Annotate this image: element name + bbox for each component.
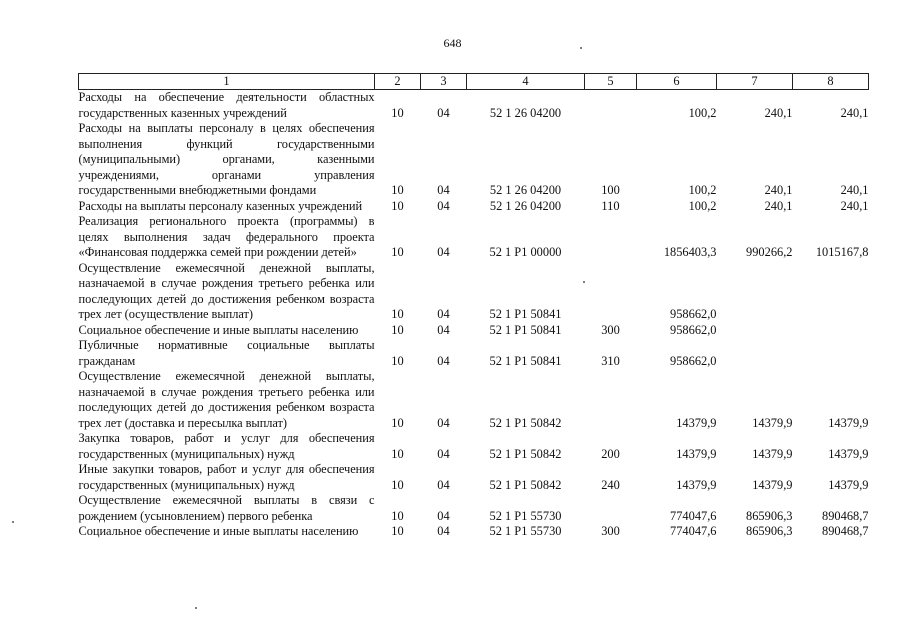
target-article-code: 52 1 P1 55730	[489, 508, 562, 523]
subsection-code: 04	[437, 477, 450, 492]
amount-col-7	[717, 261, 793, 323]
section-code: 10	[391, 322, 404, 337]
amount-col-7: 240,1	[764, 183, 793, 197]
subsection-code: 04	[437, 183, 450, 197]
amount-col-6: 100,2	[688, 183, 717, 197]
table-row	[79, 199, 869, 215]
expense-type-code: 110	[601, 198, 620, 213]
section-code: 10	[391, 446, 404, 461]
amount-col-7: 14379,9	[752, 446, 793, 461]
expense-type-code: 310	[601, 353, 620, 368]
expense-type-code	[585, 214, 637, 261]
table-header-row	[79, 74, 869, 90]
amount-col-6: 14379,9	[676, 415, 717, 430]
target-article-code: 52 1 26 04200	[489, 105, 562, 120]
expense-type-code: 200	[601, 446, 620, 461]
amount-col-7: 865906,3	[746, 508, 793, 523]
amount-col-8: 14379,9	[828, 446, 869, 461]
amount-col-7: 240,1	[764, 105, 793, 120]
section-code: 10	[391, 524, 404, 538]
table-row	[79, 431, 869, 462]
row-description: Осуществление ежемесячной выплаты в связи с рождением (усыновлением) первого ребенка	[78, 493, 375, 523]
column-header: 8	[793, 74, 869, 90]
amount-col-8: 14379,9	[828, 415, 869, 430]
target-article-code: 52 1 P1 50842	[489, 415, 562, 430]
amount-col-8	[793, 338, 869, 369]
table-row	[79, 323, 869, 339]
budget-table	[78, 73, 869, 540]
amount-col-8	[793, 323, 869, 339]
amount-col-8: 890468,7	[822, 508, 869, 523]
amount-col-7	[717, 338, 793, 369]
row-description: Осуществление ежемесячной денежной выплаты, назначаемой в случае рождения третьего ребенка или последующих детей до достижения ребенком возраста трех лет (доставка и пересылка выплат)	[78, 369, 375, 430]
target-article-code: 52 1 P1 50841	[489, 307, 562, 321]
target-article-code: 52 1 P1 50841	[489, 322, 562, 337]
subsection-code: 04	[437, 198, 450, 213]
section-code: 10	[391, 105, 404, 120]
section-code: 10	[391, 307, 404, 321]
subsection-code: 04	[437, 245, 450, 259]
amount-col-7: 865906,3	[746, 524, 793, 538]
section-code: 10	[391, 353, 404, 368]
subsection-code: 04	[437, 322, 450, 337]
amount-col-7	[717, 323, 793, 339]
section-code: 10	[391, 477, 404, 492]
table-row	[79, 90, 869, 122]
amount-col-6: 14379,9	[676, 446, 717, 461]
table-row	[79, 214, 869, 261]
table-row	[79, 493, 869, 524]
column-header: 1	[79, 74, 375, 90]
target-article-code: 52 1 P1 50841	[489, 353, 562, 368]
table-row	[79, 524, 869, 540]
expense-type-code: 300	[601, 524, 620, 538]
amount-col-7: 14379,9	[752, 477, 793, 492]
expense-type-code: 240	[601, 477, 620, 492]
target-article-code: 52 1 P1 55730	[489, 524, 562, 538]
section-code: 10	[391, 183, 404, 197]
expense-type-code: 300	[601, 322, 620, 337]
section-code: 10	[391, 508, 404, 523]
amount-col-6: 774047,6	[670, 524, 717, 538]
column-header: 5	[585, 74, 637, 90]
column-header: 6	[637, 74, 717, 90]
amount-col-6: 958662,0	[670, 353, 717, 368]
column-header: 3	[421, 74, 467, 90]
section-code: 10	[391, 198, 404, 213]
row-description: Расходы на выплаты персоналу в целях обеспечения выполнения функций государственными (муниципальными) органами, казенными учреждениями, органами управления государственными внебюджетными фондами	[78, 121, 375, 197]
amount-col-6: 958662,0	[670, 307, 717, 321]
row-description: Социальное обеспечение и иные выплаты населению	[78, 322, 359, 337]
amount-col-7: 240,1	[764, 198, 793, 213]
column-header: 2	[375, 74, 421, 90]
target-article-code: 52 1 26 04200	[489, 198, 562, 213]
section-code: 10	[391, 415, 404, 430]
expense-type-code	[585, 369, 637, 431]
subsection-code: 04	[437, 415, 450, 430]
amount-col-6: 958662,0	[670, 322, 717, 337]
amount-col-8: 1015167,8	[815, 245, 869, 259]
column-header: 7	[717, 74, 793, 90]
expense-type-code	[585, 90, 637, 122]
row-description: Закупка товаров, работ и услуг для обеспечения государственных (муниципальных) нужд	[78, 431, 375, 461]
page-number: 648	[443, 36, 462, 50]
table-row	[79, 261, 869, 323]
subsection-code: 04	[437, 508, 450, 523]
amount-col-6: 100,2	[688, 105, 717, 120]
amount-col-6: 14379,9	[676, 477, 717, 492]
table-row	[79, 462, 869, 493]
section-code: 10	[391, 245, 404, 259]
subsection-code: 04	[437, 446, 450, 461]
row-description: Иные закупки товаров, работ и услуг для обеспечения государственных (муниципальных) нужд	[78, 462, 375, 492]
scan-speck	[12, 521, 14, 523]
row-description: Расходы на обеспечение деятельности областных государственных казенных учреждений	[78, 90, 375, 120]
subsection-code: 04	[437, 105, 450, 120]
amount-col-6: 774047,6	[670, 508, 717, 523]
row-description: Реализация регионального проекта (программы) в целях выполнения задач федерального проекта «Финансовая поддержка семей при рождении детей»	[78, 214, 375, 259]
amount-col-8: 240,1	[840, 183, 869, 197]
amount-col-8: 240,1	[840, 105, 869, 120]
column-header: 4	[467, 74, 585, 90]
amount-col-8	[793, 261, 869, 323]
target-article-code: 52 1 P1 00000	[489, 245, 562, 259]
subsection-code: 04	[437, 524, 450, 538]
amount-col-6: 1856403,3	[663, 245, 717, 259]
amount-col-8: 890468,7	[822, 524, 869, 538]
target-article-code: 52 1 26 04200	[489, 183, 562, 197]
row-description: Осуществление ежемесячной денежной выплаты, назначаемой в случае рождения третьего ребенка или последующих детей до достижения ребенком возраста трех лет (осуществление выплат)	[78, 260, 375, 321]
scan-speck	[195, 607, 197, 609]
expense-type-code: 100	[601, 183, 620, 197]
table-row	[79, 121, 869, 199]
subsection-code: 04	[437, 353, 450, 368]
subsection-code: 04	[437, 307, 450, 321]
table-row	[79, 338, 869, 369]
amount-col-7: 990266,2	[746, 245, 793, 259]
amount-col-8: 14379,9	[828, 477, 869, 492]
target-article-code: 52 1 P1 50842	[489, 446, 562, 461]
row-description: Публичные нормативные социальные выплаты гражданам	[78, 338, 375, 368]
expense-type-code	[585, 261, 637, 323]
row-description: Социальное обеспечение и иные выплаты населению	[78, 524, 359, 538]
amount-col-6: 100,2	[688, 198, 717, 213]
amount-col-7: 14379,9	[752, 415, 793, 430]
expense-type-code	[585, 493, 637, 524]
row-description: Расходы на выплаты персоналу казенных учреждений	[78, 198, 363, 213]
scan-speck	[580, 47, 582, 49]
table-row	[79, 369, 869, 431]
target-article-code: 52 1 P1 50842	[489, 477, 562, 492]
amount-col-8: 240,1	[840, 198, 869, 213]
